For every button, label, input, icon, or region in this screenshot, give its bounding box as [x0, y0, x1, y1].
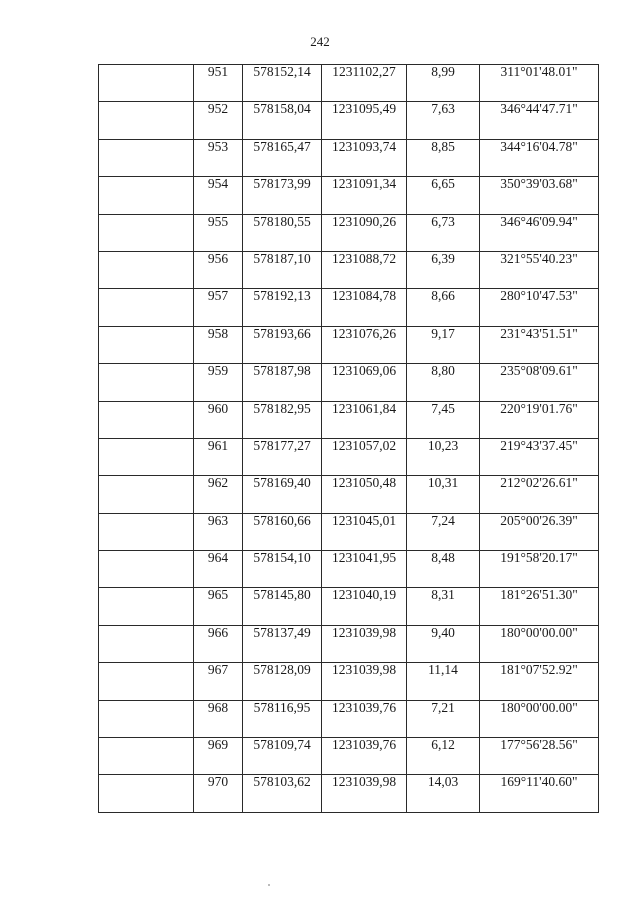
table-row	[99, 289, 599, 326]
x-coordinate-cell: 578160,66	[243, 513, 322, 550]
blank-cell	[99, 139, 194, 176]
table-row	[99, 102, 599, 139]
x-coordinate-cell: 578182,95	[243, 401, 322, 438]
y-coordinate-cell: 1231039,98	[322, 663, 407, 700]
y-coordinate-cell: 1231050,48	[322, 476, 407, 513]
segment-length-cell: 7,45	[407, 401, 480, 438]
blank-cell	[99, 551, 194, 588]
x-coordinate-cell: 578192,13	[243, 289, 322, 326]
segment-length-cell: 6,73	[407, 214, 480, 251]
blank-cell	[99, 65, 194, 102]
table-row	[99, 438, 599, 475]
segment-length-cell: 8,48	[407, 551, 480, 588]
x-coordinate-cell: 578137,49	[243, 625, 322, 662]
point-number-cell: 967	[194, 663, 243, 700]
y-coordinate-cell: 1231039,76	[322, 738, 407, 775]
blank-cell	[99, 251, 194, 288]
point-number-cell: 958	[194, 326, 243, 363]
y-coordinate-cell: 1231045,01	[322, 513, 407, 550]
blank-cell	[99, 513, 194, 550]
y-coordinate-cell: 1231041,95	[322, 551, 407, 588]
blank-cell	[99, 438, 194, 475]
blank-cell	[99, 102, 194, 139]
y-coordinate-cell: 1231069,06	[322, 364, 407, 401]
point-number-cell: 953	[194, 139, 243, 176]
table-row	[99, 326, 599, 363]
point-number-cell: 956	[194, 251, 243, 288]
blank-cell	[99, 289, 194, 326]
y-coordinate-cell: 1231091,34	[322, 177, 407, 214]
x-coordinate-cell: 578152,14	[243, 65, 322, 102]
table-row	[99, 588, 599, 625]
segment-length-cell: 8,31	[407, 588, 480, 625]
y-coordinate-cell: 1231039,76	[322, 700, 407, 737]
table-row	[99, 214, 599, 251]
y-coordinate-cell: 1231039,98	[322, 775, 407, 812]
direction-angle-cell: 346°46'09.94"	[480, 214, 599, 251]
direction-angle-cell: 311°01'48.01"	[480, 65, 599, 102]
point-number-cell: 960	[194, 401, 243, 438]
blank-cell	[99, 401, 194, 438]
y-coordinate-cell: 1231093,74	[322, 139, 407, 176]
segment-length-cell: 8,99	[407, 65, 480, 102]
segment-length-cell: 14,03	[407, 775, 480, 812]
point-number-cell: 963	[194, 513, 243, 550]
y-coordinate-cell: 1231040,19	[322, 588, 407, 625]
segment-length-cell: 9,17	[407, 326, 480, 363]
direction-angle-cell: 280°10'47.53"	[480, 289, 599, 326]
segment-length-cell: 7,63	[407, 102, 480, 139]
y-coordinate-cell: 1231084,78	[322, 289, 407, 326]
point-number-cell: 955	[194, 214, 243, 251]
point-number-cell: 951	[194, 65, 243, 102]
table-row	[99, 139, 599, 176]
direction-angle-cell: 220°19'01.76"	[480, 401, 599, 438]
segment-length-cell: 7,24	[407, 513, 480, 550]
table-row	[99, 663, 599, 700]
direction-angle-cell: 191°58'20.17"	[480, 551, 599, 588]
point-number-cell: 954	[194, 177, 243, 214]
y-coordinate-cell: 1231102,27	[322, 65, 407, 102]
point-number-cell: 968	[194, 700, 243, 737]
coordinates-table-body	[99, 65, 599, 813]
y-coordinate-cell: 1231095,49	[322, 102, 407, 139]
segment-length-cell: 8,66	[407, 289, 480, 326]
segment-length-cell: 11,14	[407, 663, 480, 700]
x-coordinate-cell: 578180,55	[243, 214, 322, 251]
segment-length-cell: 7,21	[407, 700, 480, 737]
coordinates-table	[98, 64, 599, 813]
point-number-cell: 966	[194, 625, 243, 662]
blank-cell	[99, 214, 194, 251]
x-coordinate-cell: 578187,98	[243, 364, 322, 401]
page-number: 242	[310, 34, 330, 49]
x-coordinate-cell: 578103,62	[243, 775, 322, 812]
table-row	[99, 65, 599, 102]
direction-angle-cell: 177°56'28.56"	[480, 738, 599, 775]
x-coordinate-cell: 578173,99	[243, 177, 322, 214]
point-number-cell: 965	[194, 588, 243, 625]
direction-angle-cell: 346°44'47.71"	[480, 102, 599, 139]
segment-length-cell: 6,39	[407, 251, 480, 288]
segment-length-cell: 8,85	[407, 139, 480, 176]
x-coordinate-cell: 578145,80	[243, 588, 322, 625]
direction-angle-cell: 181°07'52.92"	[480, 663, 599, 700]
table-row	[99, 364, 599, 401]
point-number-cell: 959	[194, 364, 243, 401]
table-row	[99, 551, 599, 588]
table-row	[99, 401, 599, 438]
direction-angle-cell: 231°43'51.51"	[480, 326, 599, 363]
x-coordinate-cell: 578154,10	[243, 551, 322, 588]
point-number-cell: 952	[194, 102, 243, 139]
segment-length-cell: 10,23	[407, 438, 480, 475]
blank-cell	[99, 625, 194, 662]
point-number-cell: 964	[194, 551, 243, 588]
direction-angle-cell: 181°26'51.30"	[480, 588, 599, 625]
blank-cell	[99, 663, 194, 700]
segment-length-cell: 8,80	[407, 364, 480, 401]
blank-cell	[99, 177, 194, 214]
table-row	[99, 476, 599, 513]
table-row	[99, 738, 599, 775]
x-coordinate-cell: 578165,47	[243, 139, 322, 176]
segment-length-cell: 6,12	[407, 738, 480, 775]
y-coordinate-cell: 1231076,26	[322, 326, 407, 363]
blank-cell	[99, 476, 194, 513]
direction-angle-cell: 235°08'09.61"	[480, 364, 599, 401]
table-row	[99, 177, 599, 214]
y-coordinate-cell: 1231039,98	[322, 625, 407, 662]
direction-angle-cell: 344°16'04.78"	[480, 139, 599, 176]
y-coordinate-cell: 1231090,26	[322, 214, 407, 251]
blank-cell	[99, 738, 194, 775]
direction-angle-cell: 212°02'26.61"	[480, 476, 599, 513]
segment-length-cell: 10,31	[407, 476, 480, 513]
blank-cell	[99, 588, 194, 625]
point-number-cell: 970	[194, 775, 243, 812]
table-row	[99, 775, 599, 812]
x-coordinate-cell: 578128,09	[243, 663, 322, 700]
direction-angle-cell: 205°00'26.39"	[480, 513, 599, 550]
blank-cell	[99, 775, 194, 812]
x-coordinate-cell: 578193,66	[243, 326, 322, 363]
blank-cell	[99, 326, 194, 363]
direction-angle-cell: 180°00'00.00"	[480, 700, 599, 737]
y-coordinate-cell: 1231088,72	[322, 251, 407, 288]
direction-angle-cell: 321°55'40.23"	[480, 251, 599, 288]
table-row	[99, 251, 599, 288]
x-coordinate-cell: 578169,40	[243, 476, 322, 513]
blank-cell	[99, 364, 194, 401]
table-row	[99, 625, 599, 662]
segment-length-cell: 9,40	[407, 625, 480, 662]
direction-angle-cell: 169°11'40.60"	[480, 775, 599, 812]
x-coordinate-cell: 578158,04	[243, 102, 322, 139]
direction-angle-cell: 219°43'37.45"	[480, 438, 599, 475]
x-coordinate-cell: 578187,10	[243, 251, 322, 288]
table-row	[99, 700, 599, 737]
y-coordinate-cell: 1231061,84	[322, 401, 407, 438]
table-row	[99, 513, 599, 550]
y-coordinate-cell: 1231057,02	[322, 438, 407, 475]
point-number-cell: 962	[194, 476, 243, 513]
point-number-cell: 969	[194, 738, 243, 775]
x-coordinate-cell: 578109,74	[243, 738, 322, 775]
scan-artifact	[268, 884, 270, 886]
x-coordinate-cell: 578177,27	[243, 438, 322, 475]
point-number-cell: 957	[194, 289, 243, 326]
x-coordinate-cell: 578116,95	[243, 700, 322, 737]
segment-length-cell: 6,65	[407, 177, 480, 214]
point-number-cell: 961	[194, 438, 243, 475]
blank-cell	[99, 700, 194, 737]
direction-angle-cell: 180°00'00.00"	[480, 625, 599, 662]
direction-angle-cell: 350°39'03.68"	[480, 177, 599, 214]
